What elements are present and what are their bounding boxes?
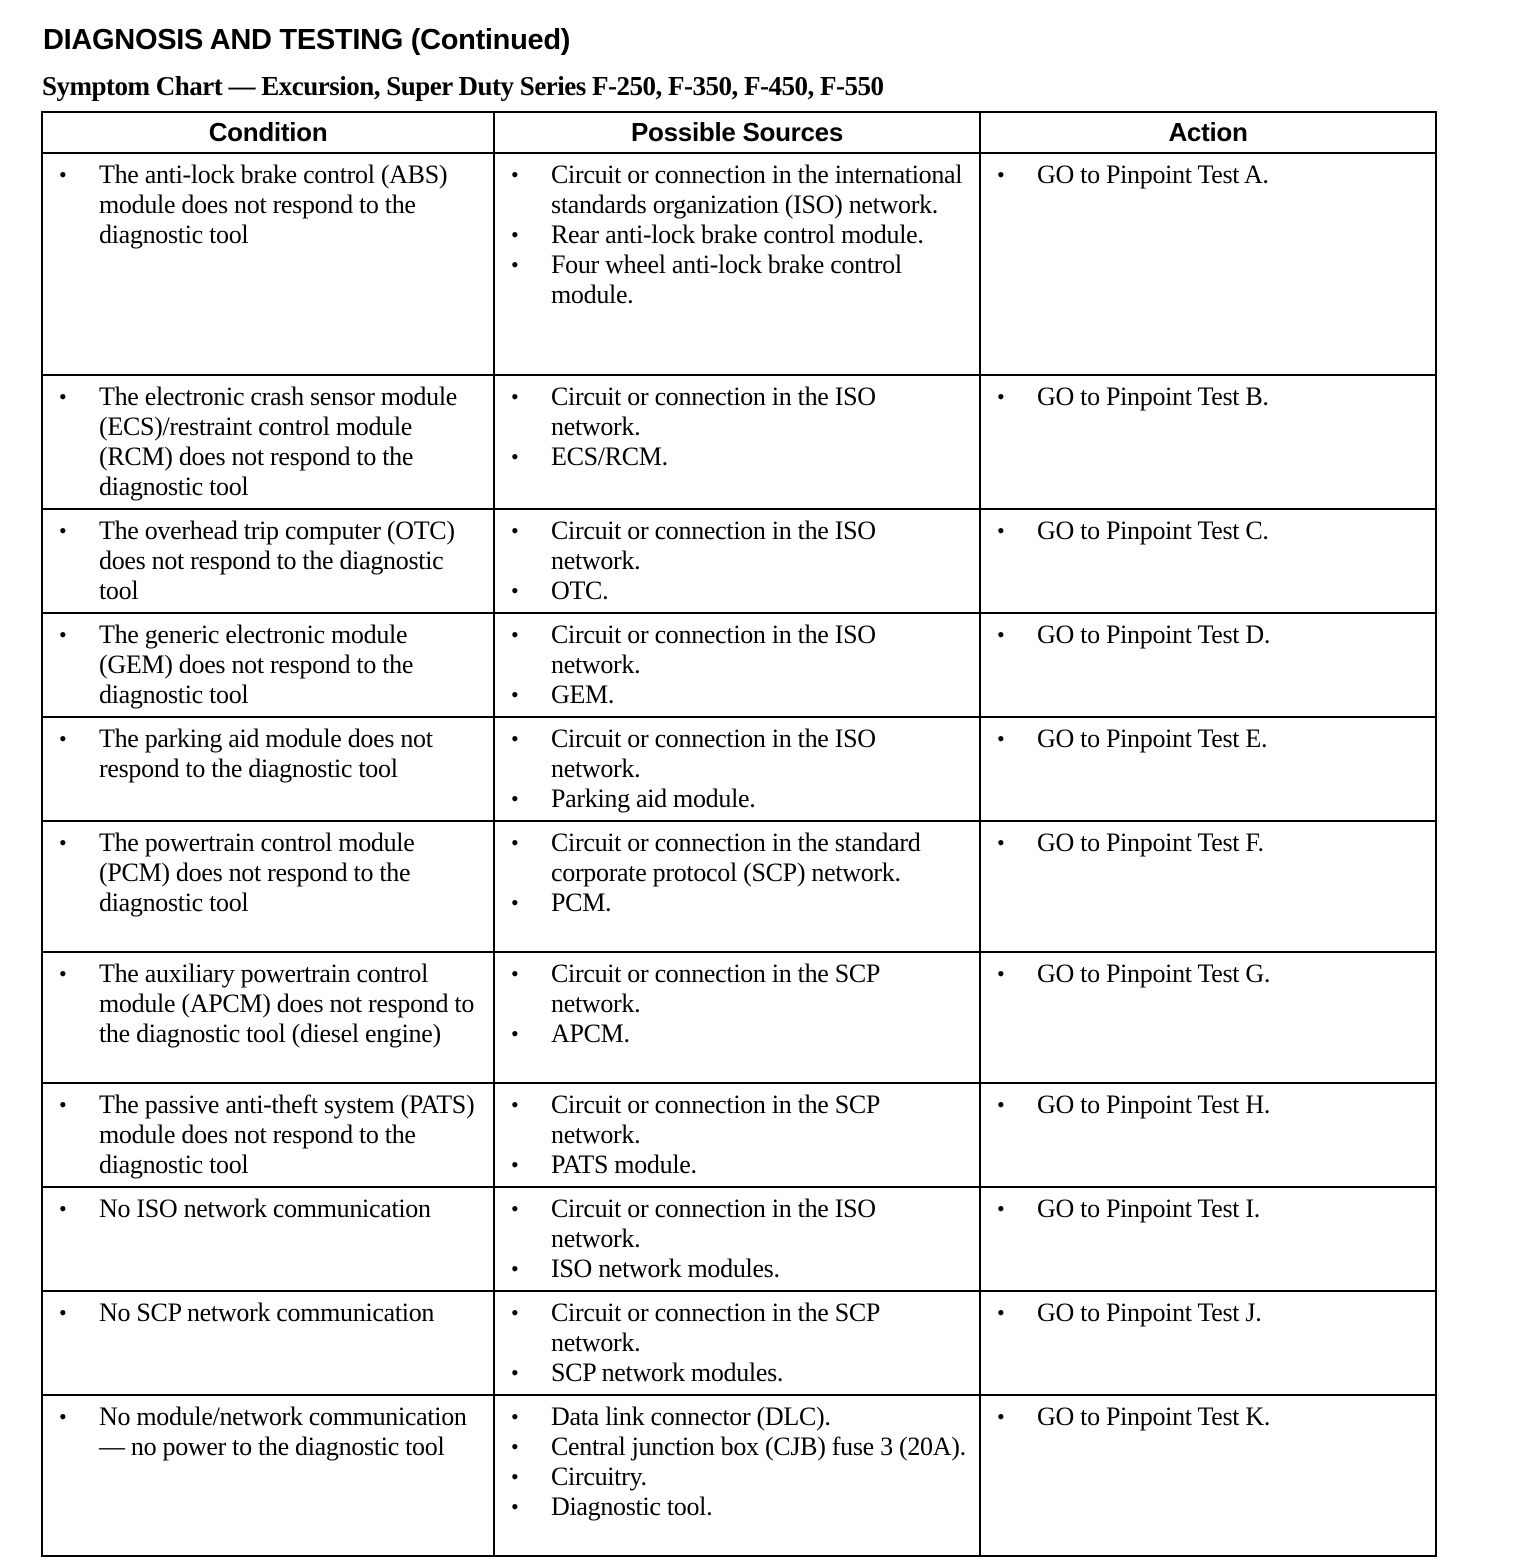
possible-sources-cell-list [495,959,971,1049]
possible-sources-cell [494,613,980,717]
action-cell-list [981,516,1427,546]
header-possible-sources: Possible Sources [494,112,980,153]
condition-cell [42,153,494,375]
bullet-item: • No SCP network communication [43,1298,485,1328]
action-cell-list [981,1194,1427,1224]
bullet-item: • GO to Pinpoint Test K. [981,1402,1427,1432]
possible-sources-cell [494,1291,980,1395]
action-cell-list [981,724,1427,754]
table-row [42,509,1436,613]
action-cell-list [981,620,1427,650]
bullet-item: • OTC. [495,576,971,606]
bullet-item: • GO to Pinpoint Test F. [981,828,1427,858]
bullet-item: • Circuit or connection in the ISO network. [495,724,971,784]
possible-sources-cell [494,375,980,509]
bullet-item: • GO to Pinpoint Test G. [981,959,1427,989]
possible-sources-cell [494,1395,980,1556]
bullet-item: • The parking aid module does not respond to the diagnostic tool [43,724,485,784]
chart-subtitle: Symptom Chart — Excursion, Super Duty Series F-250, F-350, F-450, F-550 [42,71,884,101]
possible-sources-cell [494,509,980,613]
bullet-item: • The anti-lock brake control (ABS) module does not respond to the diagnostic tool [43,160,485,250]
bullet-item: • Central junction box (CJB) fuse 3 (20A). [495,1432,971,1462]
bullet-item: • GO to Pinpoint Test B. [981,382,1427,412]
possible-sources-cell [494,821,980,952]
condition-cell-list [43,724,485,784]
possible-sources-cell-list [495,1090,971,1180]
condition-cell-list [43,959,485,1049]
bullet-item: • GO to Pinpoint Test I. [981,1194,1427,1224]
table-row [42,375,1436,509]
action-cell [980,613,1436,717]
bullet-item: • No module/network communication — no power to the diagnostic tool [43,1402,485,1462]
bullet-item: • Four wheel anti-lock brake control module. [495,250,971,310]
bullet-item: • Circuit or connection in the SCP network. [495,1090,971,1150]
condition-cell-list [43,620,485,710]
condition-cell-list [43,828,485,918]
condition-cell [42,509,494,613]
bullet-item: • The electronic crash sensor module (ECS)/restraint control module (RCM) does not respond to the diagnostic tool [43,382,485,502]
table-row [42,1291,1436,1395]
bullet-item: • No ISO network communication [43,1194,485,1224]
condition-cell-list [43,1090,485,1180]
condition-cell [42,1187,494,1291]
action-cell-list [981,959,1427,989]
header-action: Action [980,112,1436,153]
symptom-table [41,111,1437,1557]
page-heading: DIAGNOSIS AND TESTING (Continued) [43,24,571,56]
bullet-item: • ISO network modules. [495,1254,971,1284]
possible-sources-cell-list [495,382,971,472]
bullet-item: • Circuit or connection in the international standards organization (ISO) network. [495,160,971,220]
action-cell [980,1187,1436,1291]
action-cell [980,1395,1436,1556]
bullet-item: • GO to Pinpoint Test J. [981,1298,1427,1328]
possible-sources-cell [494,1187,980,1291]
bullet-item: • The powertrain control module (PCM) does not respond to the diagnostic tool [43,828,485,918]
bullet-item: • GEM. [495,680,971,710]
table-row [42,153,1436,375]
bullet-item: • The generic electronic module (GEM) does not respond to the diagnostic tool [43,620,485,710]
bullet-item: • GO to Pinpoint Test H. [981,1090,1427,1120]
action-cell [980,821,1436,952]
condition-cell [42,952,494,1083]
bullet-item: • Circuitry. [495,1462,971,1492]
table-row [42,1083,1436,1187]
condition-cell-list [43,516,485,606]
bullet-item: • Data link connector (DLC). [495,1402,971,1432]
bullet-item: • Rear anti-lock brake control module. [495,220,971,250]
action-cell-list [981,382,1427,412]
possible-sources-cell-list [495,1402,971,1522]
possible-sources-cell-list [495,160,971,310]
possible-sources-cell [494,1083,980,1187]
bullet-item: • APCM. [495,1019,971,1049]
bullet-item: • The overhead trip computer (OTC) does not respond to the diagnostic tool [43,516,485,606]
action-cell [980,717,1436,821]
action-cell [980,1291,1436,1395]
table-row [42,1187,1436,1291]
action-cell-list [981,828,1427,858]
condition-cell [42,821,494,952]
condition-cell-list [43,160,485,250]
bullet-item: • Parking aid module. [495,784,971,814]
condition-cell [42,1291,494,1395]
action-cell [980,952,1436,1083]
bullet-item: • Circuit or connection in the SCP network. [495,1298,971,1358]
table-row [42,717,1436,821]
condition-cell [42,613,494,717]
table-row [42,821,1436,952]
table-header-row [42,112,1436,153]
table-row [42,1395,1436,1556]
bullet-item: • PATS module. [495,1150,971,1180]
table-body [42,153,1436,1556]
possible-sources-cell [494,717,980,821]
condition-cell [42,1083,494,1187]
bullet-item: • GO to Pinpoint Test D. [981,620,1427,650]
possible-sources-cell-list [495,1298,971,1388]
bullet-item: • SCP network modules. [495,1358,971,1388]
action-cell-list [981,1090,1427,1120]
bullet-item: • GO to Pinpoint Test E. [981,724,1427,754]
action-cell [980,509,1436,613]
possible-sources-cell-list [495,516,971,606]
possible-sources-cell-list [495,620,971,710]
condition-cell-list [43,382,485,502]
bullet-item: • GO to Pinpoint Test A. [981,160,1427,190]
bullet-item: • PCM. [495,888,971,918]
action-cell-list [981,1402,1427,1432]
condition-cell-list [43,1194,485,1224]
condition-cell-list [43,1298,485,1328]
bullet-item: • Circuit or connection in the standard corporate protocol (SCP) network. [495,828,971,888]
possible-sources-cell-list [495,724,971,814]
condition-cell [42,717,494,821]
bullet-item: • The passive anti-theft system (PATS) module does not respond to the diagnostic tool [43,1090,485,1180]
possible-sources-cell-list [495,1194,971,1284]
condition-cell [42,375,494,509]
bullet-item: • Circuit or connection in the ISO network. [495,516,971,576]
bullet-item: • Circuit or connection in the ISO network. [495,382,971,442]
condition-cell [42,1395,494,1556]
action-cell [980,375,1436,509]
bullet-item: • The auxiliary powertrain control module (APCM) does not respond to the diagnostic tool (diesel engine) [43,959,485,1049]
bullet-item: • Circuit or connection in the ISO network. [495,1194,971,1254]
action-cell [980,153,1436,375]
action-cell-list [981,1298,1427,1328]
possible-sources-cell [494,153,980,375]
possible-sources-cell-list [495,828,971,918]
bullet-item: • Circuit or connection in the SCP network. [495,959,971,1019]
bullet-item: • ECS/RCM. [495,442,971,472]
table-row [42,952,1436,1083]
action-cell [980,1083,1436,1187]
condition-cell-list [43,1402,485,1462]
header-condition: Condition [42,112,494,153]
possible-sources-cell [494,952,980,1083]
bullet-item: • Diagnostic tool. [495,1492,971,1522]
table-row [42,613,1436,717]
bullet-item: • Circuit or connection in the ISO network. [495,620,971,680]
bullet-item: • GO to Pinpoint Test C. [981,516,1427,546]
action-cell-list [981,160,1427,190]
